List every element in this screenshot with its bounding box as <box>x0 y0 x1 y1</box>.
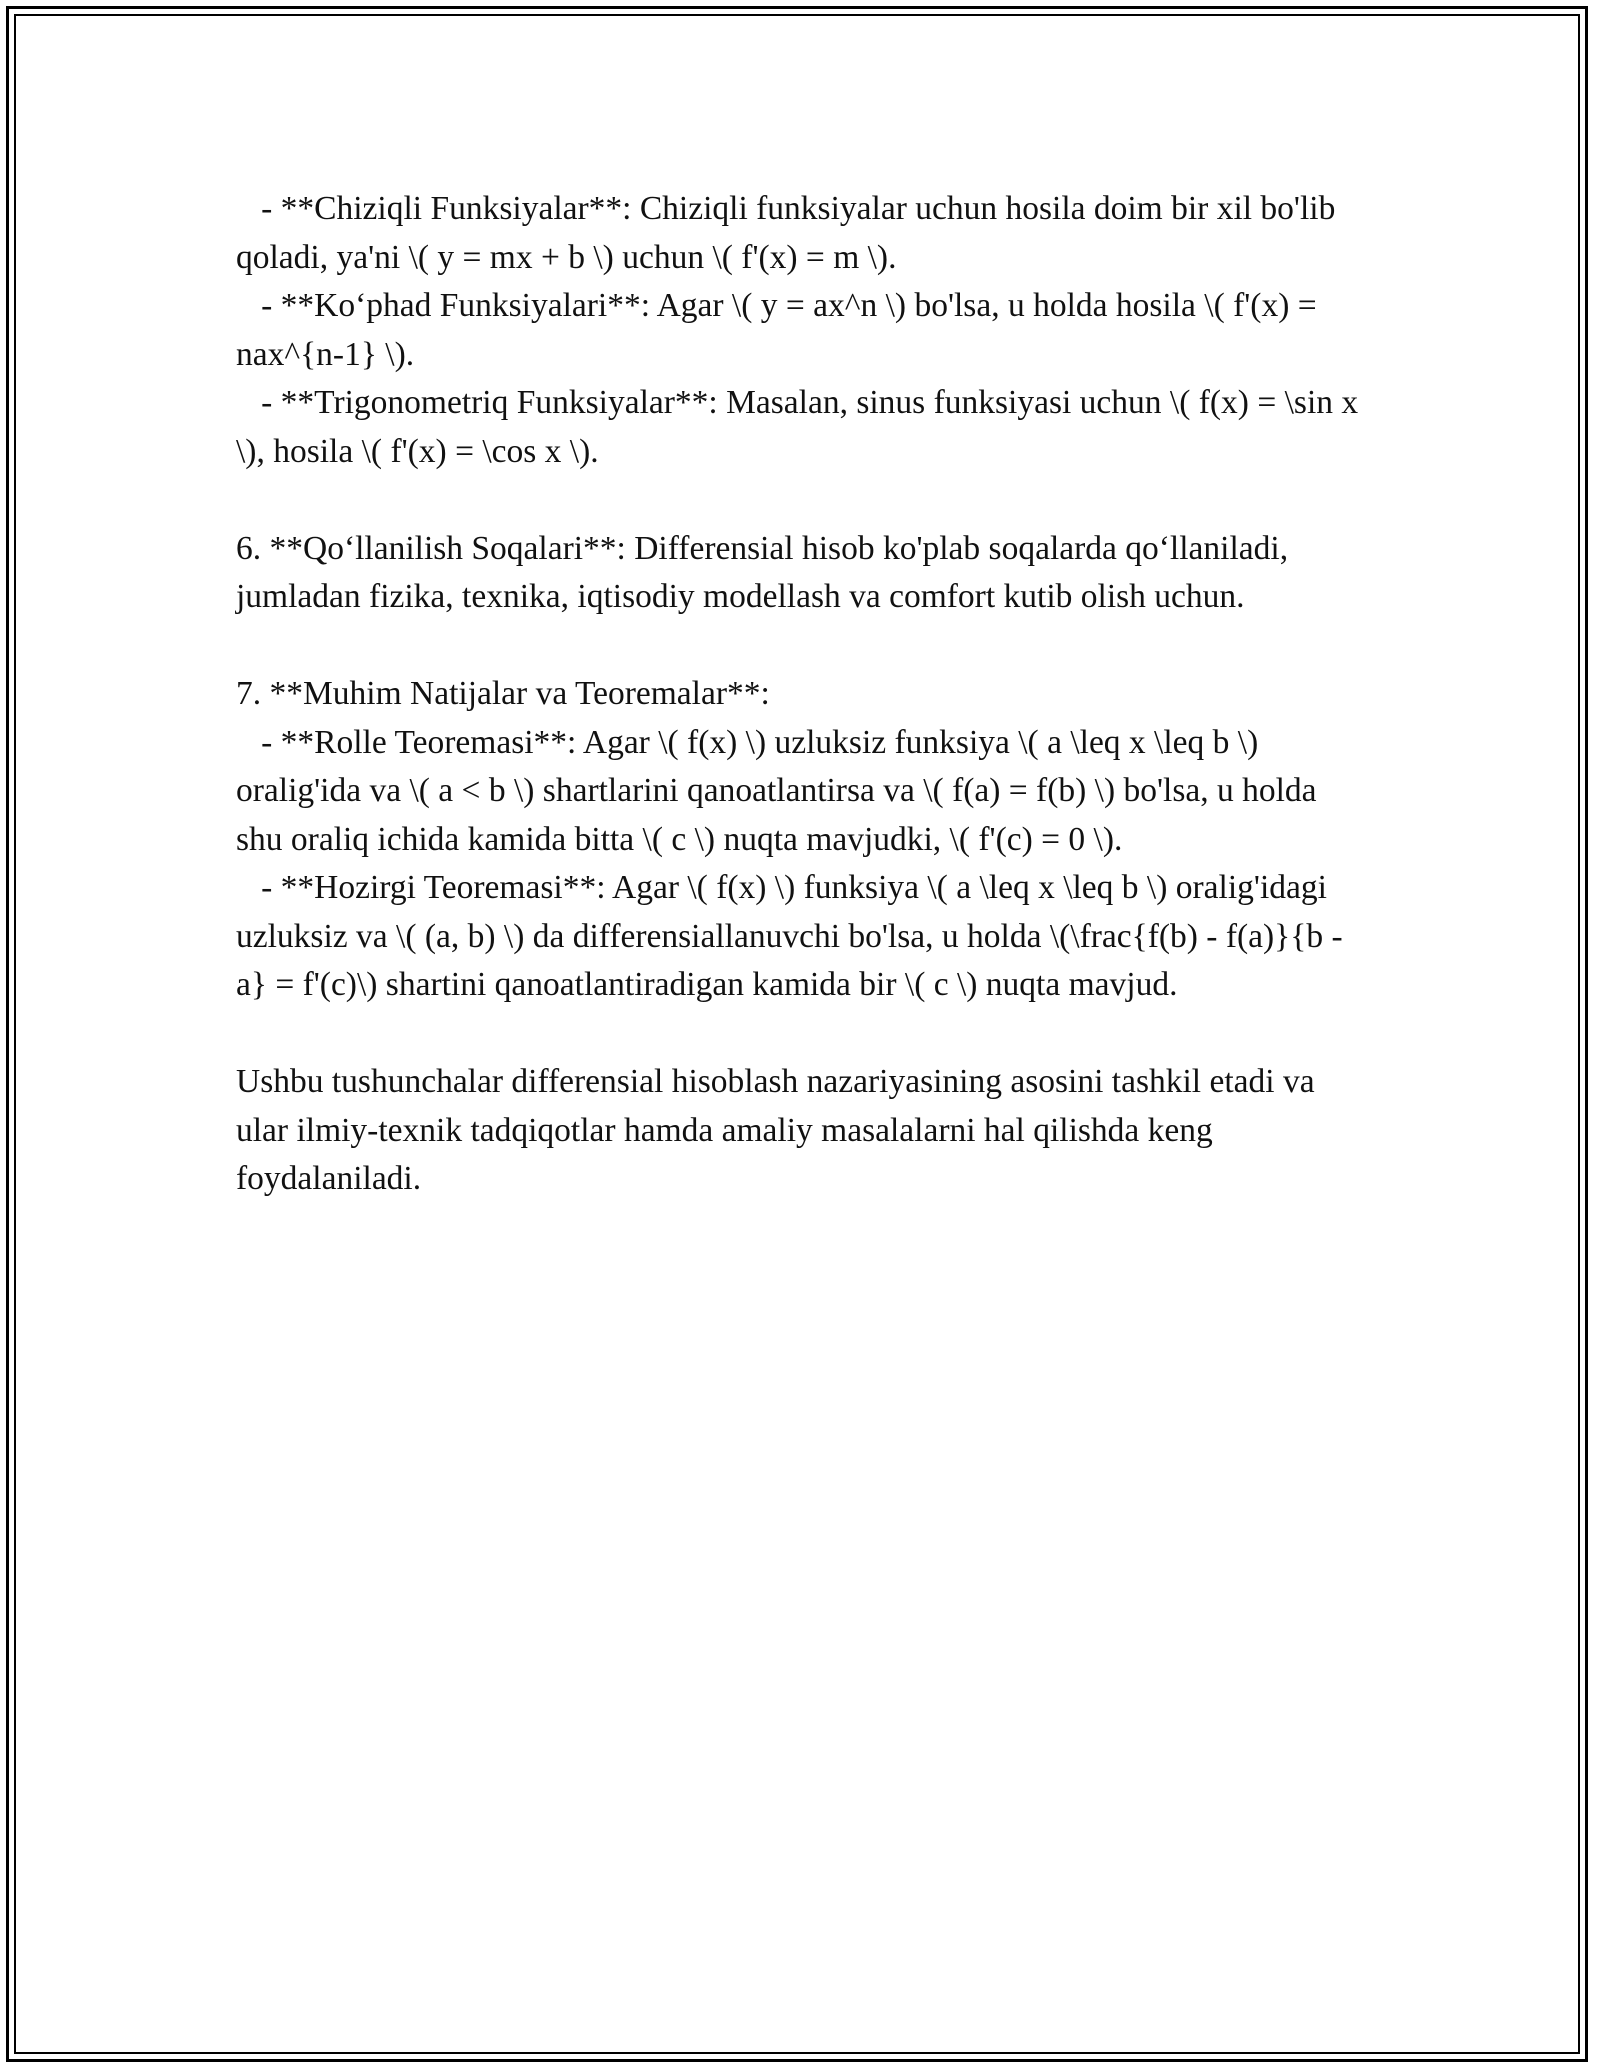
document-body <box>236 185 1366 1204</box>
paragraph-spacer <box>236 1010 1366 1059</box>
conclusion-paragraph: Ushbu tushunchalar differensial hisoblash nazariyasining asosini tashkil etadi va ular ilmiy-texnik tadqiqotlar hamda amaliy masalalarni hal qilishda keng foydalaniladi. <box>236 1063 1323 1197</box>
paragraph-spacer <box>236 622 1366 671</box>
derivative-rules-list: - **Chiziqli Funksiyalar**: Chiziqli funksiyalar uchun hosila doim bir xil bo'lib qoladi, ya'ni \( y = mx + b \) uchun \( f'(x) = m \). - **Koʻphad Funksiyalari**: Agar \( y = ax^n \) bo'lsa, u holda hosila \( f'(x) = nax^{n-1} \). - **Trigonometriq Funksiyalar**: Masalan, sinus funksiyasi uchun \( f(x) = \sin x \), hosila \( f'(x) = \cos x \). <box>236 190 1359 470</box>
theorems-item: 7. **Muhim Natijalar va Teoremalar**: - **Rolle Teoremasi**: Agar \( f(x) \) uzluksiz funksiya \( a \leq x \leq b \) oralig'ida va \( a < b \) shartlarini qanoatlantirsa va \( f(a) = f(b) \) bo'lsa, u holda shu oraliq ichida kamida bitta \( c \) nuqta mavjudki, \( f'(c) = 0 \). - **Hozirgi Teoremasi**: Agar \( f(x) \) funksiya \( a \leq x \leq b \) oralig'idagi uzluksiz va \( (a, b) \) da differensiallanuvchi bo'lsa, u holda \(\frac{f(b) - f(a)}{b - a} = f'(c)\) shartini qanoatlantiradigan kamida bir \( c \) nuqta mavjud. <box>236 675 1343 1003</box>
paragraph-spacer <box>236 476 1366 525</box>
application-areas-item: 6. **Qoʻllanilish Soqalari**: Differensial hisob ko'plab soqalarda qoʻllaniladi, jumladan fizika, texnika, iqtisodiy modellash va comfort kutib olish uchun. <box>236 529 1297 615</box>
